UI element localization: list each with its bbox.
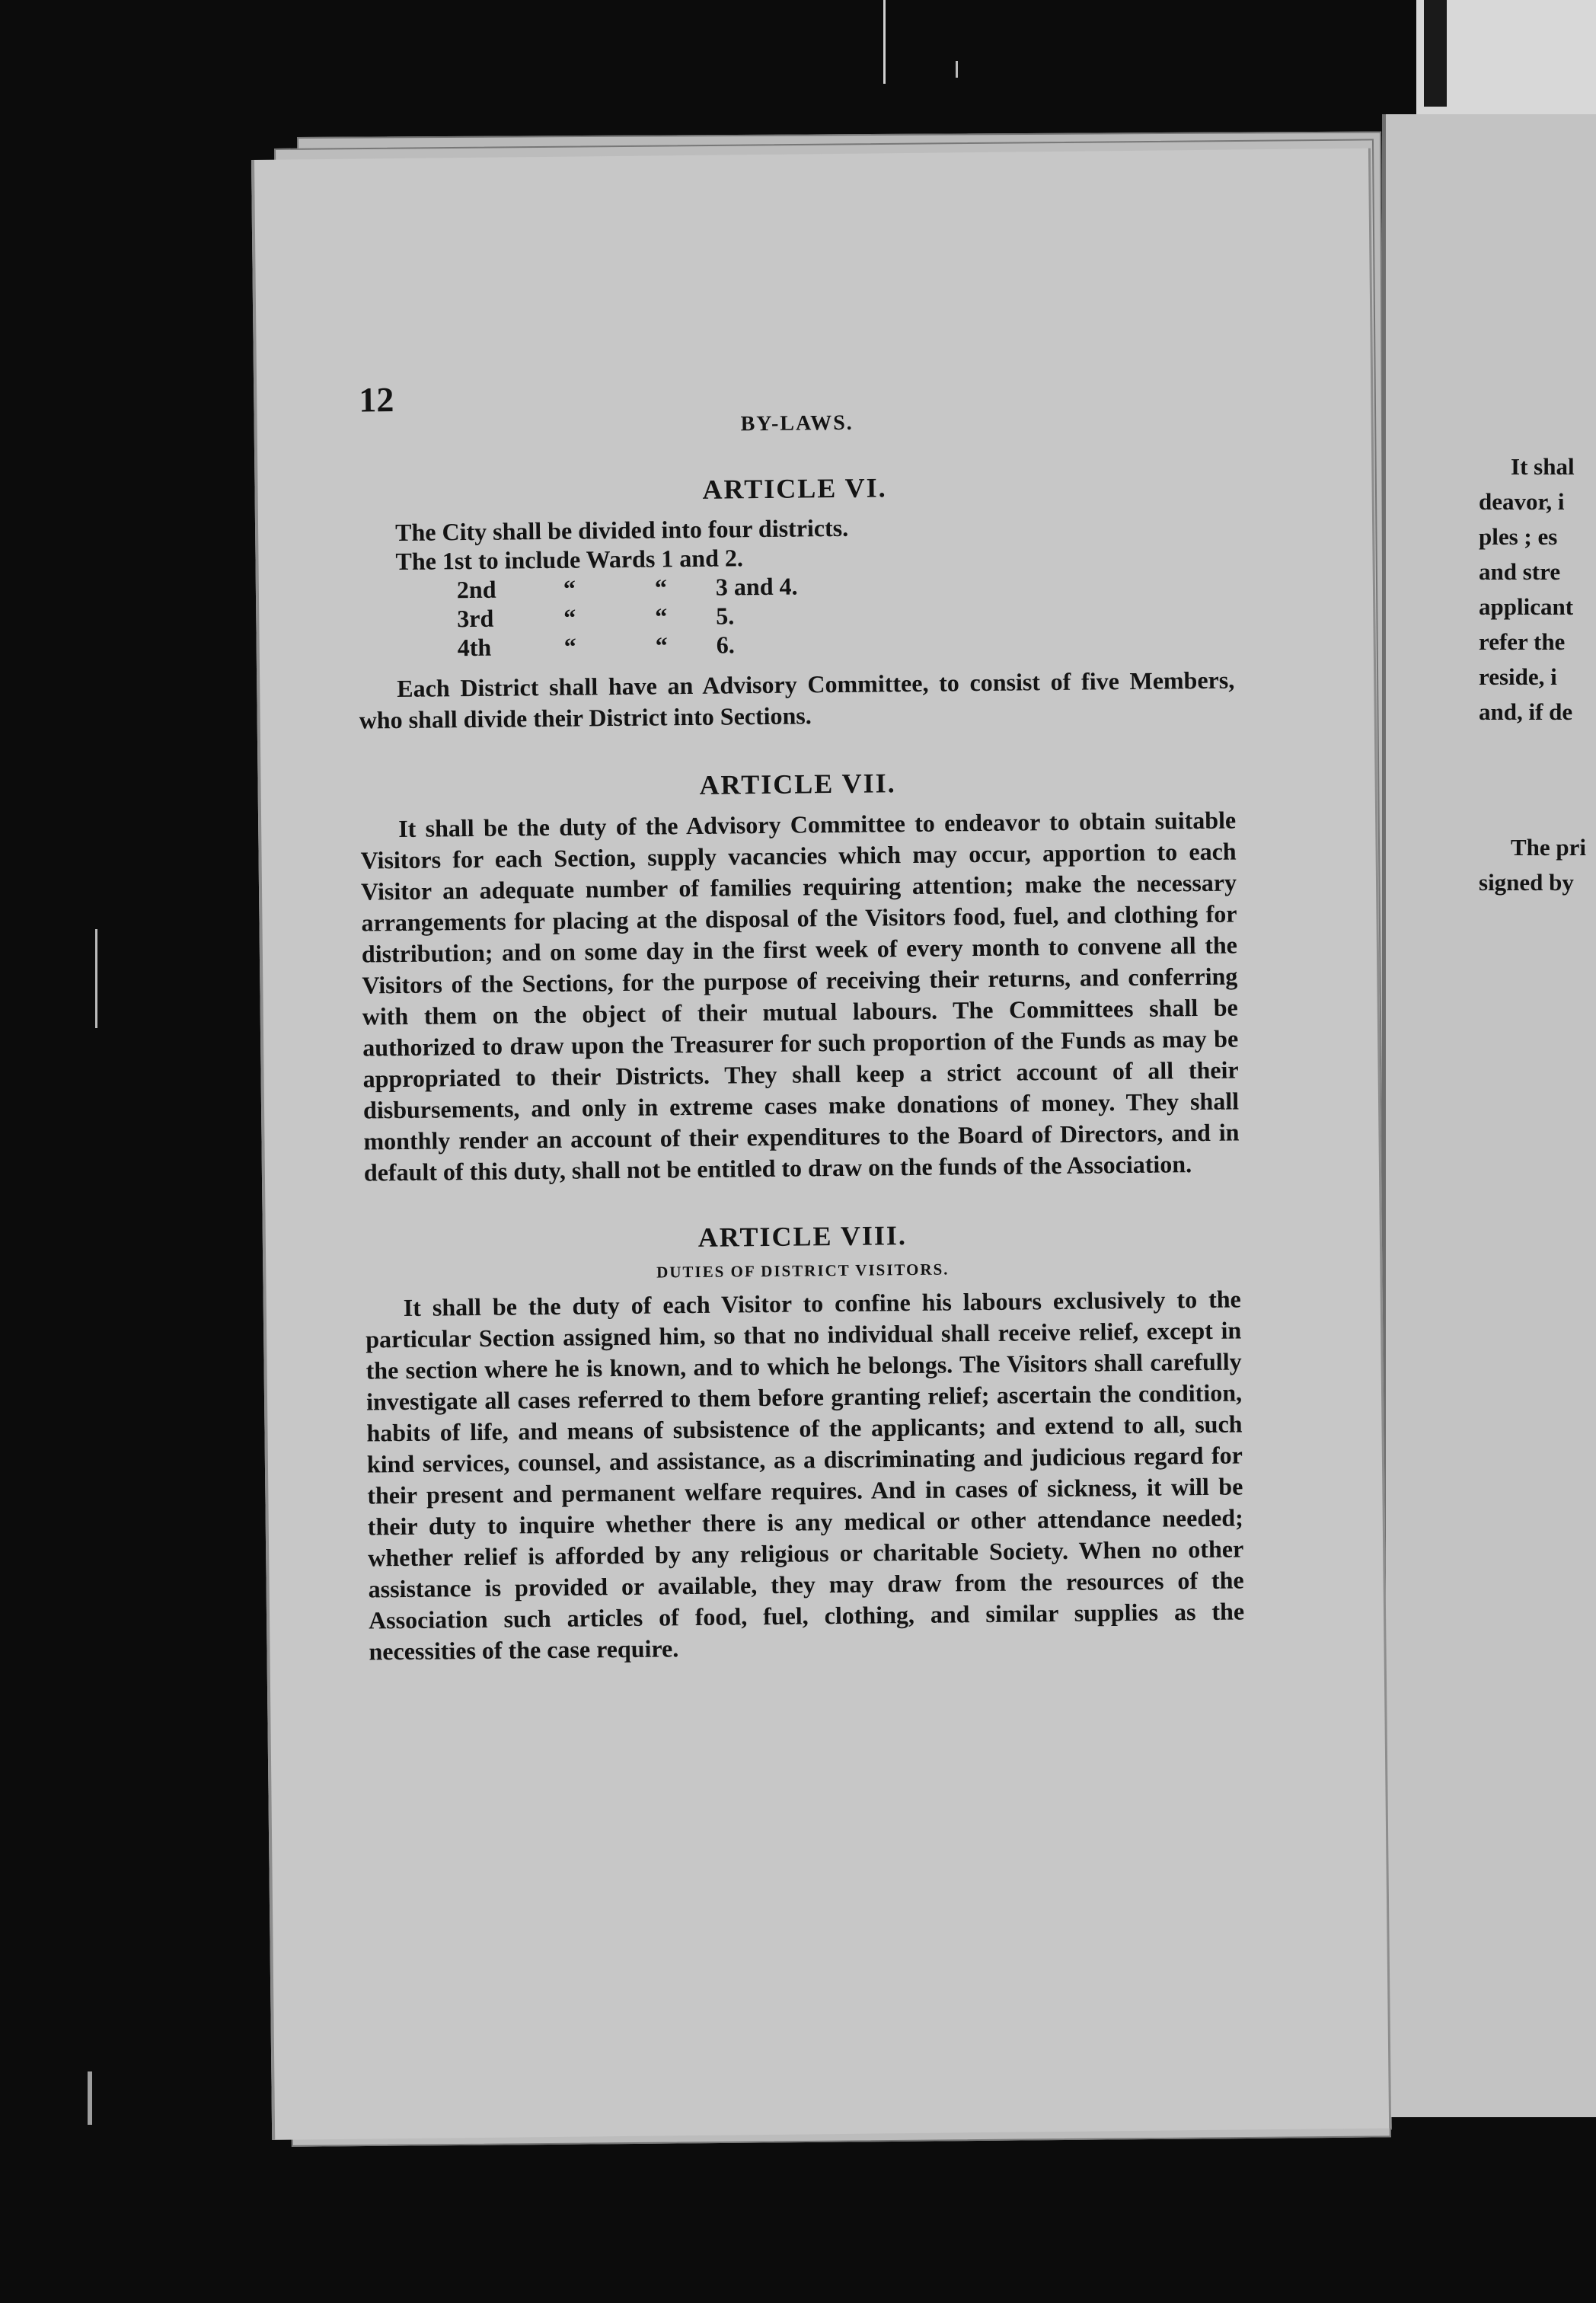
running-head: BY-LAWS. bbox=[740, 410, 854, 436]
ditto-mark: “ bbox=[655, 631, 668, 660]
ward-numbers: 6. bbox=[716, 631, 735, 659]
facing-page-text-block bbox=[1479, 449, 1575, 730]
facing-page-line: ples ; es bbox=[1479, 523, 1558, 550]
ditto-mark: “ bbox=[563, 603, 576, 631]
facing-page-text-block bbox=[1479, 830, 1586, 900]
facing-page bbox=[1382, 114, 1596, 2117]
facing-page-line: refer the bbox=[1479, 628, 1566, 655]
article-vii-heading: ARTICLE VII. bbox=[699, 768, 896, 800]
ditto-mark: “ bbox=[654, 573, 668, 602]
article-viii-subheading: DUTIES OF DISTRICT VISITORS. bbox=[656, 1260, 950, 1282]
ward-numbers: 5. bbox=[716, 602, 735, 630]
film-scratch bbox=[95, 929, 97, 1028]
facing-page-line: The pri bbox=[1511, 834, 1587, 861]
article-vii-paragraph: It shall be the duty of the Advisory Committee to endeavor to obtain suitable Visitors for each Section, supply vacancies which may occur, apportion to each Visitor an adequate number of families requiring attention; make the necessary arrangements for placing at the disposal of the Visitors food, fuel, and clothing for distribution; and on some day in the first week of every month to convene all the Visitors of the Sections, for the purpose of receiving their returns, and conferring with them on the object of their mutual labours. The Committees shall be authorized to draw upon the Treasurer for such proportion of the Funds as may be appropriated to their Districts. They shall keep a strict account of all their disbursements, and only in extreme cases make donations of money. They shall monthly render an account of their expenditures to the Board of Directors, and in default of this duty, shall not be entitled to draw on the funds of the Association. bbox=[360, 806, 1240, 1187]
film-edge-dark bbox=[1424, 0, 1447, 107]
facing-page-line: reside, i bbox=[1479, 663, 1557, 690]
book-page bbox=[251, 149, 1391, 2140]
facing-page-line: and, if de bbox=[1479, 698, 1573, 725]
ward-ordinal: 2nd bbox=[456, 575, 496, 604]
article-viii-heading: ARTICLE VIII. bbox=[697, 1220, 908, 1253]
article-vi-heading: ARTICLE VI. bbox=[702, 472, 887, 505]
article-vi-line: The 1st to include Wards 1 and 2. bbox=[395, 544, 744, 576]
facing-page-line: signed by bbox=[1479, 869, 1574, 896]
ward-numbers: 3 and 4. bbox=[715, 572, 798, 601]
facing-page-line: and stre bbox=[1479, 558, 1561, 585]
ward-ordinal: 4th bbox=[457, 633, 492, 662]
article-vi-paragraph: Each District shall have an Advisory Committee, to consist of five Members, who shall divide their District into Sections. bbox=[359, 666, 1235, 734]
article-viii-paragraph: It shall be the duty of each Visitor to confine his labours exclusively to the particular Section assigned him, so that no individual shall receive relief, except in the section where he is known, and to which he belongs. The Visitors shall carefully investigate all cases referred to them before granting relief; ascertain the condition, habits of life, and means of subsistence of the applicants; and extend to all, such kind services, counsel, and assistance, as a discriminating and judicious regard for their present and permanent welfare requires. And in cases of sickness, it will be their duty to inquire whether there is any medical or other attendance needed; whether relief is afforded by any religious or charitable Society. When no other assistance is provided or available, they may draw from the resources of the Association such articles of food, fuel, clothing, and similar supplies as the necessities of the case require. bbox=[365, 1285, 1245, 1666]
facing-page-line: applicant bbox=[1479, 593, 1574, 620]
film-scratch bbox=[883, 0, 886, 84]
page-body bbox=[356, 455, 1244, 1668]
facing-page-line: It shal bbox=[1511, 453, 1575, 480]
film-speck bbox=[88, 2071, 92, 2125]
facing-page-line: deavor, i bbox=[1479, 488, 1565, 515]
ditto-mark: “ bbox=[563, 574, 576, 602]
article-vi-line: The City shall be divided into four districts. bbox=[394, 513, 849, 547]
film-scratch bbox=[956, 61, 958, 78]
ditto-mark: “ bbox=[655, 602, 668, 631]
ditto-mark: “ bbox=[563, 632, 576, 660]
ward-ordinal: 3rd bbox=[457, 604, 494, 633]
page-number: 12 bbox=[359, 380, 394, 420]
